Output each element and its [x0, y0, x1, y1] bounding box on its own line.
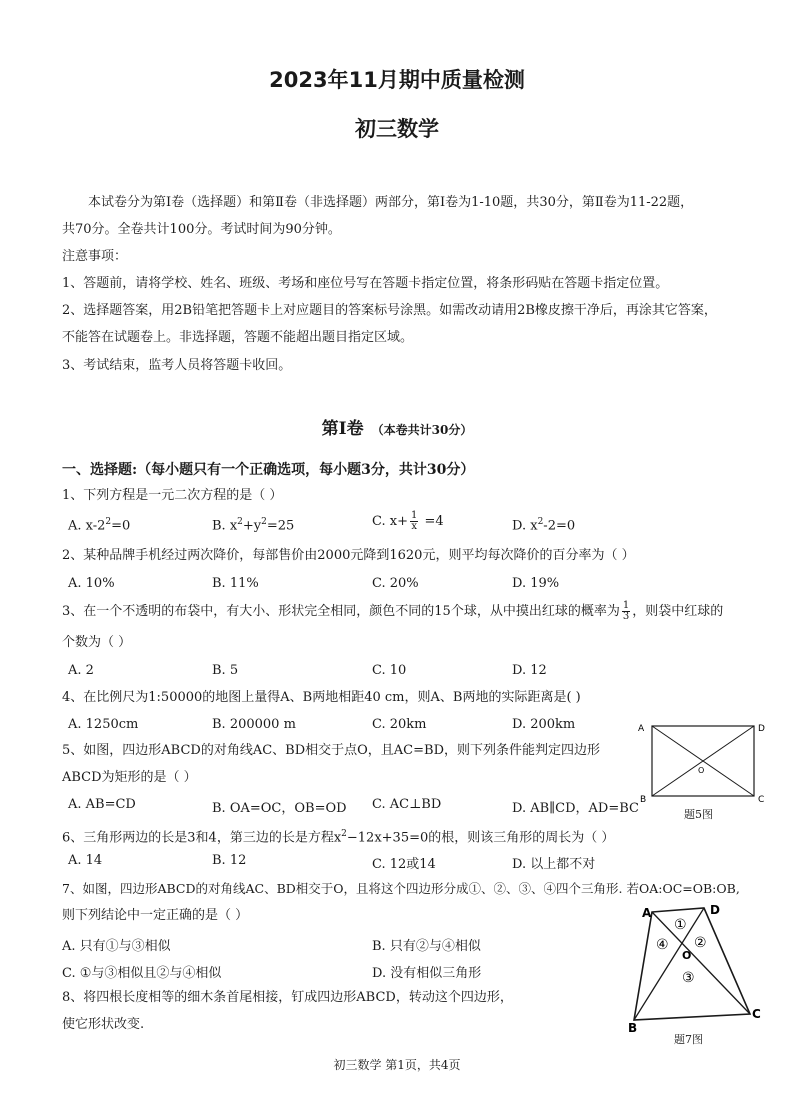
q2-option-c: C. 20%	[372, 576, 419, 591]
exam-title: 2023年11月期中质量检测	[269, 68, 525, 92]
fig5-label-o: O	[698, 766, 705, 775]
q7-option-d: D. 没有相似三角形	[372, 966, 482, 981]
fig7-label-d: D	[710, 903, 720, 917]
q8-stem: 8、将四根长度相等的细木条首尾相接，钉成四边形ABCD，转动这个四边形，	[62, 990, 513, 1005]
q3-option-d: D. 12	[512, 663, 547, 678]
q3-option-a: A. 2	[68, 663, 94, 678]
q3-option-c: C. 10	[372, 663, 407, 678]
q2-stem: 2、某种品牌手机经过两次降价，每部售价由2000元降到1620元，则平均每次降价的百分率为（ ）	[62, 548, 635, 563]
figure-7-caption: 题7图	[674, 1033, 703, 1046]
fig7-region-4: ④	[656, 937, 669, 953]
note-2b: 不能答在试题卷上。非选择题，答题不能超出题目指定区域。	[62, 330, 414, 345]
q1-option-a: A. $x-2^2=0$	[68, 517, 131, 534]
q3-stem: 3、在一个不透明的布袋中，有大小、形状完全相同，颜色不同的15个球，从中摸出红球的概率为 $\frac{1}{3}$ ，则袋中红球的	[62, 600, 724, 622]
q7-stem-cont: 则下列结论中一定正确的是（ ）	[62, 908, 249, 923]
q6-option-c: C. 12或14	[372, 857, 436, 872]
figure-5-caption: 题5图	[684, 808, 713, 821]
intro-line-2: 共70分。全卷共计100分。考试时间为90分钟。	[62, 222, 341, 237]
q3-stem-cont: 个数为（ ）	[62, 635, 132, 650]
q3-fraction: $\frac{1}{3}$	[622, 600, 630, 622]
figure-7-trapezoid	[622, 898, 772, 1032]
q1-fraction: $\frac{1}{x}$	[410, 510, 418, 532]
exam-subject: 初三数学	[355, 117, 439, 141]
part-title: 一、选择题:（每小题只有一个正确选项，每小题3分，共计30分）	[62, 462, 475, 478]
fig7-label-b: B	[628, 1021, 638, 1032]
q2-option-d: D. 19%	[512, 576, 560, 591]
fig7-region-1: ①	[674, 917, 687, 933]
q5-option-b: B. OA=OC，OB=OD	[212, 801, 347, 816]
note-2a: 2、选择题答案，用2B铅笔把答题卡上对应题目的答案标号涂黑。如需改动请用2B橡皮擦干净后，再涂其它答案，	[62, 303, 717, 318]
section-title	[0, 414, 794, 439]
q8-stem-cont: 使它形状改变.	[62, 1017, 145, 1032]
q1-stem: 1、下列方程是一元二次方程的是（ ）	[62, 488, 283, 503]
fig7-label-c: C	[752, 1007, 761, 1021]
q6-option-d: D. 以上都不对	[512, 857, 596, 872]
q4-option-c: C. 20km	[372, 717, 427, 732]
fig5-label-d: D	[758, 724, 765, 734]
q6-option-a: A. 14	[68, 853, 103, 868]
fig5-label-a: A	[638, 724, 645, 734]
q5-stem: 5、如图，四边形ABCD的对角线AC、BD相交于点O，且AC=BD，则下列条件能判定四边形	[62, 743, 600, 758]
fig7-region-3: ③	[682, 970, 695, 986]
fig5-label-b: B	[640, 795, 647, 805]
q7-stem: 7、如图，四边形ABCD的对角线AC、BD相交于O，且将这个四边形分成①、②、③、④四个三角形. 若OA:OC=OB:OB,	[62, 881, 740, 896]
q6-stem: 6、三角形两边的长是3和4，第三边的长是方程$x^2-12x+35=0$的根，则该三角形的周长为（ ）	[62, 829, 615, 846]
q4-option-a: A. 1250cm	[68, 717, 139, 732]
q7-option-a: A. 只有①与③相似	[62, 939, 171, 954]
q5-option-d: D. AB∥CD，AD=BC	[512, 801, 639, 816]
q4-stem: 4、在比例尺为1:50000的地图上量得A、B两地相距40 cm，则A、B两地的实际距离是( )	[62, 690, 581, 705]
q1-option-b: B. $x^2+y^2=25$	[212, 517, 295, 534]
q6-option-b: B. 12	[212, 853, 247, 868]
q4-option-b: B. 200000 m	[212, 717, 296, 732]
fig5-label-c: C	[758, 795, 765, 805]
q2-option-b: B. 11%	[212, 576, 259, 591]
note-3: 3、考试结束，监考人员将答题卡收回。	[62, 358, 292, 373]
section-subtitle: （本卷共计30分）	[371, 423, 473, 437]
q1-option-c: C. x+ $\frac{1}{x}$ =4	[372, 510, 444, 532]
notes-title: 注意事项：	[62, 249, 128, 264]
q7-option-b: B. 只有②与④相似	[372, 939, 481, 954]
q3-option-b: B. 5	[212, 663, 239, 678]
fig7-label-o: O	[682, 949, 692, 962]
fig7-region-2: ②	[694, 935, 707, 951]
q5-option-c: C. AC⊥BD	[372, 797, 442, 812]
page-footer: 初三数学 第1页，共4页	[333, 1058, 461, 1072]
intro-line-1: 本试卷分为第Ⅰ卷（选择题）和第Ⅱ卷（非选择题）两部分，第Ⅰ卷为1-10题，共30分，第Ⅱ卷为11-22题，	[88, 195, 694, 210]
q5-option-a: A. AB=CD	[68, 797, 136, 812]
fig7-label-a: A	[642, 906, 652, 920]
q1-option-d: D. $x^2-2=0$	[512, 517, 576, 534]
q2-option-a: A. 10%	[68, 576, 115, 591]
q7-option-c: C. ①与③相似且②与④相似	[62, 966, 222, 981]
q4-option-d: D. 200km	[512, 717, 576, 732]
section-title-text: 第Ⅰ卷	[321, 419, 364, 439]
note-1: 1、答题前，请将学校、姓名、班级、考场和座位号写在答题卡指定位置，将条形码贴在答题卡指定位置。	[62, 276, 669, 291]
q5-stem-cont: ABCD为矩形的是（ ）	[62, 770, 197, 785]
